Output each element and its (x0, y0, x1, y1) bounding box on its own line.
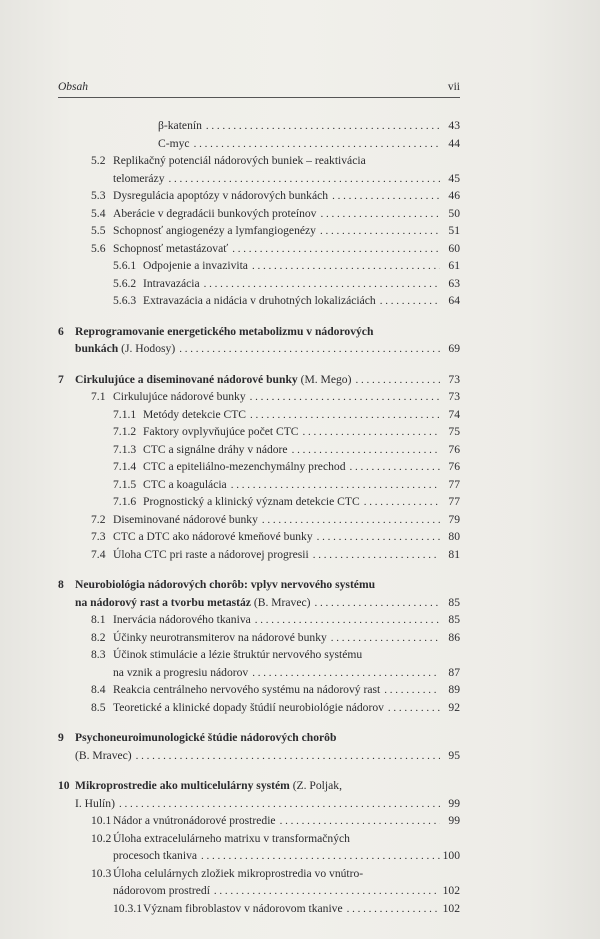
toc-leader-dots (228, 241, 440, 259)
toc-title: Význam fibroblastov v nádorovom tkanive (143, 901, 343, 915)
toc-section-entry[interactable] (58, 511, 460, 529)
toc-page-number: 77 (448, 477, 460, 491)
toc-number: 9 (58, 731, 64, 744)
toc-section-entry[interactable] (58, 830, 460, 848)
toc-title: na nádorový rast a tvorbu metastáz (75, 595, 251, 609)
toc-number: 7.1 (91, 390, 106, 403)
toc-subsection-entry[interactable] (58, 458, 460, 476)
toc-title: Odpojenie a invazivita (143, 259, 248, 272)
toc-page-number: 81 (448, 547, 460, 561)
toc-title: Schopnosť metastázovať (113, 241, 229, 255)
toc-title: Replikačný potenciál nádorových buniek – reaktivácia (113, 154, 366, 167)
toc-page-number: 85 (448, 595, 460, 609)
toc-leader-dots (309, 547, 440, 565)
toc-author: (M. Mego) (297, 372, 352, 386)
toc-leader-dots (197, 848, 440, 866)
toc-page-number: 45 (448, 171, 460, 185)
toc-number: 8.1 (91, 613, 106, 626)
toc-number: 7.1.2 (113, 425, 137, 438)
toc-title: na vznik a progresiu nádorov (113, 665, 249, 679)
toc-leader-dots (276, 813, 440, 831)
toc-leader-dots (313, 529, 440, 547)
toc-number: 8.4 (91, 683, 106, 696)
toc-number: 6 (58, 324, 64, 338)
toc-page-number: 76 (448, 442, 460, 456)
toc-leader-dots (175, 341, 440, 359)
toc-page-number: 69 (448, 342, 460, 355)
toc-section-entry[interactable] (58, 187, 460, 205)
toc-chapter-entry[interactable] (58, 323, 460, 341)
toc-page-number: 63 (448, 276, 460, 290)
toc-chapter-entry[interactable] (58, 594, 460, 612)
toc-page-number: 50 (448, 206, 460, 220)
toc-section-entry[interactable] (58, 152, 460, 170)
toc-chapter-entry[interactable] (58, 371, 460, 389)
toc-title: Psychoneuroimunologické štúdie nádorových chorôb (75, 731, 337, 744)
toc-number: 7.1.4 (113, 460, 137, 473)
toc-leader-dots (299, 424, 440, 442)
toc-leader-dots (258, 512, 440, 530)
table-of-contents (58, 117, 460, 917)
toc-page-number: 86 (448, 630, 460, 644)
toc-number: 8 (58, 578, 64, 591)
toc-page-number: 46 (448, 189, 460, 202)
toc-chapter-entry[interactable] (58, 747, 460, 765)
toc-title: CTC a DTC ako nádorové kmeňové bunky (113, 530, 313, 543)
toc-page-number: 100 (442, 849, 460, 862)
toc-section-entry[interactable] (58, 865, 460, 883)
toc-leader-dots (248, 665, 440, 683)
toc-author: (Z. Poljak, (289, 779, 342, 792)
toc-leader-dots (115, 796, 440, 814)
toc-page-number: 80 (448, 530, 460, 543)
toc-section-entry[interactable] (58, 205, 460, 223)
toc-leader-dots (210, 883, 440, 901)
toc-leader-dots (327, 630, 440, 648)
toc-page-number: 75 (448, 425, 460, 438)
toc-author: I. Hulín) (75, 796, 115, 810)
toc-number: 5.4 (91, 206, 106, 220)
toc-number: 10.3.1 (113, 901, 142, 915)
toc-leader-dots (246, 389, 440, 407)
toc-title: Mikroprostredie ako multicelulárny systém (75, 779, 290, 792)
toc-number: 5.6.2 (113, 276, 137, 290)
toc-title: Účinky neurotransmiterov na nádorové bunky (113, 630, 327, 644)
toc-title: CTC a epiteliálno-mezenchymálny prechod (143, 460, 346, 473)
toc-title: Schopnosť angiogenézy a lymfangiogenézy (113, 224, 316, 237)
toc-page-number: 61 (448, 259, 460, 272)
toc-section-entry[interactable] (58, 528, 460, 546)
toc-section-entry[interactable] (58, 882, 460, 900)
toc-title: Diseminované nádorové bunky (113, 512, 258, 526)
toc-chapter-entry[interactable] (58, 576, 460, 594)
toc-section-entry[interactable] (58, 170, 460, 188)
toc-title: Intravazácia (143, 276, 200, 290)
toc-subsection-entry[interactable] (58, 423, 460, 441)
toc-title: Reprogramovanie energetického metabolizmu v nádorových (75, 324, 374, 338)
toc-title: procesoch tkaniva (113, 849, 198, 862)
toc-number: 7.1.5 (113, 477, 137, 491)
toc-title: Prognostický a klinický význam detekcie CTC (143, 495, 360, 508)
toc-title: Extravazácia a nidácia v druhotných lokalizáciách (143, 294, 376, 307)
toc-leader-dots (246, 407, 440, 425)
toc-page-number: 99 (448, 814, 460, 827)
toc-page-number: 64 (448, 294, 460, 307)
toc-leader-dots (227, 477, 440, 495)
toc-number: 5.6.1 (113, 259, 137, 272)
toc-page-number: 102 (442, 884, 460, 897)
toc-leader-dots (202, 118, 440, 136)
toc-number: 10.3 (91, 866, 112, 880)
toc-section-entry[interactable] (58, 847, 460, 865)
toc-leader-dots (328, 188, 440, 206)
toc-title: Faktory ovplyvňujúce počet CTC (143, 425, 299, 438)
toc-title: Metódy detekcie CTC (143, 407, 247, 421)
toc-leader-dots (346, 459, 441, 477)
toc-section-entry[interactable] (58, 388, 460, 406)
toc-section-entry[interactable] (58, 546, 460, 564)
toc-subsection-entry[interactable] (58, 476, 460, 494)
toc-leader-dots (351, 372, 440, 390)
toc-number: 8.5 (91, 700, 106, 714)
toc-number: 7.3 (91, 530, 106, 543)
toc-section-entry[interactable] (58, 699, 460, 717)
toc-page-number: 95 (448, 748, 460, 762)
toc-section-entry[interactable] (58, 646, 460, 664)
toc-spacer (58, 563, 460, 576)
toc-page-number: 60 (448, 241, 460, 255)
toc-title: CTC a koagulácia (143, 477, 227, 491)
toc-number: 10 (58, 779, 70, 792)
toc-page-number: 89 (448, 683, 460, 696)
toc-leader-dots (384, 700, 440, 718)
toc-page-number: 102 (442, 901, 460, 915)
toc-number: 5.3 (91, 189, 106, 202)
toc-number: 5.5 (91, 224, 106, 237)
toc-subsection-entry[interactable] (58, 406, 460, 424)
toc-subsection-entry[interactable] (58, 135, 460, 153)
toc-number: 7.4 (91, 547, 106, 561)
toc-spacer (58, 358, 460, 371)
toc-subsection-entry[interactable] (58, 292, 460, 310)
toc-number: 7.1.1 (113, 407, 137, 421)
toc-page-number: 79 (448, 512, 460, 526)
toc-leader-dots (251, 612, 440, 630)
toc-title: Reakcia centrálneho nervového systému na nádorový rast (113, 683, 381, 696)
toc-leader-dots (360, 494, 440, 512)
toc-title: Aberácie v degradácii bunkových proteínov (113, 206, 317, 220)
toc-title: Nádor a vnútronádorové prostredie (113, 814, 276, 827)
toc-number: 5.2 (91, 154, 106, 167)
toc-title: nádorovom prostredí (113, 884, 210, 897)
toc-leader-dots (343, 901, 440, 919)
toc-chapter-entry[interactable] (58, 340, 460, 358)
toc-page-number: 51 (448, 224, 460, 237)
toc-section-entry[interactable] (58, 222, 460, 240)
toc-leader-dots (380, 682, 440, 700)
toc-leader-dots (132, 748, 440, 766)
toc-author: (J. Hodosy) (118, 342, 176, 355)
toc-number: 10.2 (91, 831, 112, 845)
toc-leader-dots (316, 223, 440, 241)
toc-page-number: 77 (448, 495, 460, 508)
toc-subsection-entry[interactable] (58, 900, 460, 918)
toc-leader-dots (376, 293, 440, 311)
toc-number: 5.6.3 (113, 294, 137, 307)
toc-title: Inervácia nádorového tkaniva (113, 613, 251, 626)
toc-section-entry[interactable] (58, 664, 460, 682)
toc-page-number: 73 (448, 372, 460, 386)
toc-title: telomerázy (113, 171, 165, 185)
toc-title: Úloha extracelulárneho matrixu v transformačných (113, 831, 350, 845)
toc-number: 7.2 (91, 512, 106, 526)
toc-author: (B. Mravec) (250, 595, 311, 609)
toc-chapter-entry[interactable] (58, 777, 460, 795)
toc-number: 7.1.3 (113, 442, 137, 456)
toc-subsection-entry[interactable] (58, 493, 460, 511)
toc-page-number: 74 (448, 407, 460, 421)
toc-leader-dots (316, 206, 440, 224)
toc-number: 8.3 (91, 648, 106, 661)
toc-subsection-entry[interactable] (58, 117, 460, 135)
toc-leader-dots (311, 595, 440, 613)
toc-title: Neurobiológia nádorových chorôb: vplyv nervového systému (75, 578, 376, 591)
toc-chapter-entry[interactable] (58, 729, 460, 747)
toc-page-number: 76 (448, 460, 460, 473)
toc-leader-dots (200, 276, 440, 294)
toc-section-entry[interactable] (58, 629, 460, 647)
toc-number: 7 (58, 372, 64, 386)
toc-section-entry[interactable] (58, 681, 460, 699)
toc-section-entry[interactable] (58, 240, 460, 258)
toc-title: Teoretické a klinické dopady štúdií neurobiológie nádorov (113, 700, 384, 714)
header-section-title: Obsah (58, 81, 89, 93)
toc-leader-dots (248, 258, 440, 276)
running-header (58, 81, 460, 98)
toc-title: Cirkulujúce nádorové bunky (113, 390, 246, 403)
toc-subsection-entry[interactable] (58, 257, 460, 275)
toc-title: β-katenín (158, 119, 202, 132)
toc-page-number: 99 (448, 796, 460, 810)
toc-title: bunkách (75, 342, 119, 355)
toc-title: C-myc (158, 136, 190, 150)
toc-section-entry[interactable] (58, 812, 460, 830)
toc-subsection-entry[interactable] (58, 441, 460, 459)
toc-spacer (58, 764, 460, 777)
toc-spacer (58, 716, 460, 729)
toc-number: 10.1 (91, 814, 112, 827)
toc-leader-dots (165, 171, 441, 189)
toc-spacer (58, 310, 460, 323)
toc-page-number: 87 (448, 665, 460, 679)
toc-page-number: 85 (448, 613, 460, 626)
toc-title: Účinok stimulácie a lézie štruktúr nervového systému (113, 648, 363, 661)
toc-title: Dysregulácia apoptózy v nádorových bunkách (113, 189, 329, 202)
toc-title: CTC a signálne dráhy v nádore (143, 442, 288, 456)
toc-title: Cirkulujúce a diseminované nádorové bunky (75, 372, 298, 386)
toc-number: 5.6 (91, 241, 106, 255)
toc-page-number: 92 (448, 700, 460, 714)
toc-page-number: 44 (448, 136, 460, 150)
toc-leader-dots (288, 442, 440, 460)
toc-page-number: 43 (448, 119, 460, 132)
toc-title: Úloha celulárnych zložiek mikroprostredia vo vnútro- (113, 866, 364, 880)
toc-title: Úloha CTC pri raste a nádorovej progresii (113, 547, 309, 561)
toc-chapter-entry[interactable] (58, 795, 460, 813)
header-page-number: vii (447, 81, 460, 93)
toc-page-number: 73 (448, 390, 460, 403)
toc-leader-dots (190, 136, 440, 154)
toc-number: 7.1.6 (113, 495, 137, 508)
toc-section-entry[interactable] (58, 611, 460, 629)
toc-author: (B. Mravec) (75, 748, 132, 762)
toc-subsection-entry[interactable] (58, 275, 460, 293)
toc-number: 8.2 (91, 630, 106, 644)
